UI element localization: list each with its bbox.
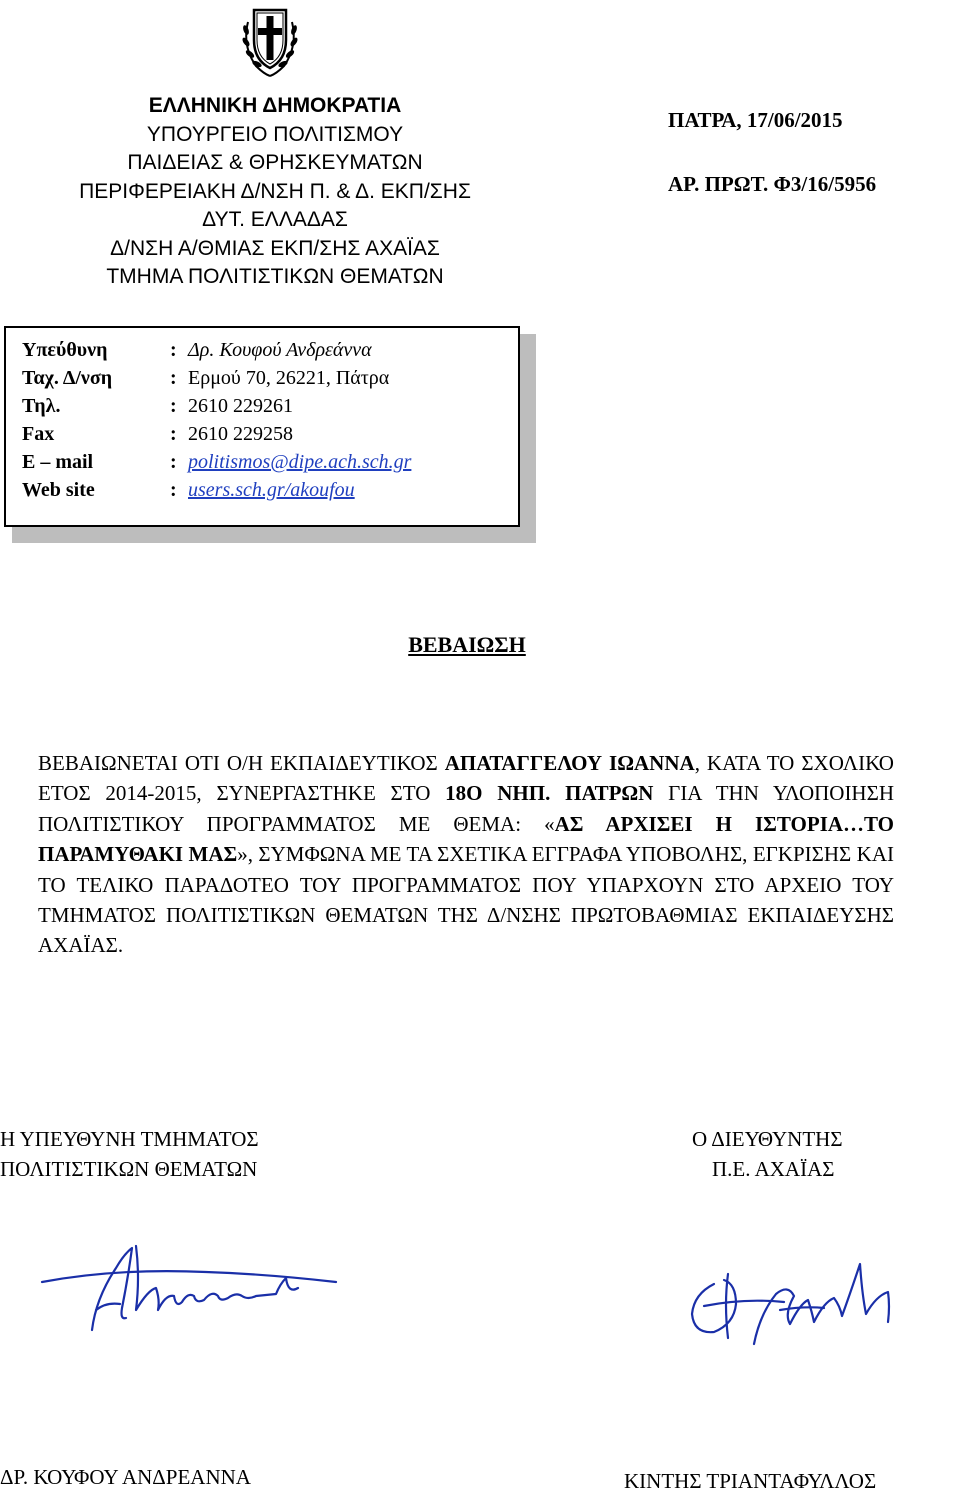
program-topic: ΑΣ ΑΡΧΙΣΕΙ Η ΙΣΤΟΡΙΑ…ΤΟ ΠΑΡΑΜΥΘΑΚΙ ΜΑΣ [38,811,894,867]
left-signatory-title-line: ΠΟΛΙΤΙΣΤΙΚΩΝ ΘΕΜΑΤΩΝ [0,1157,258,1181]
contact-label: Web site [22,479,95,501]
body-text-part: ΓΙΑ ΤΗΝ ΥΛΟΠΟΙΗΣΗ ΠΟΛΙΤΙΣΤΙΚΟΥ ΠΡΟΓΡΑΜΜΑΤΟΣ ΜΕ ΘΕΜΑ: « [38,781,894,836]
contact-colon: : [170,367,177,389]
issuer-header [20,92,530,292]
contact-colon: : [170,479,177,501]
header-line-republic: ΕΛΛΗΝΙΚΗ ΔΗΜΟΚΡΑΤΙΑ [148,94,402,117]
header-line-region: ΔΥΤ. ΕΛΛΑΔΑΣ [202,208,348,231]
header-line-ministry: ΥΠΟΥΡΓΕΙΟ ΠΟΛΙΤΙΣΜΟΥ [146,122,404,146]
contact-value-address: Ερμού 70, 26221, Πάτρα [188,367,390,389]
left-handwritten-signature [36,1238,366,1338]
contact-row-email [22,448,522,476]
school-name: 18Ο ΝΗΠ. ΠΑΤΡΩΝ [445,781,654,806]
certificate-body [38,748,894,961]
contact-value-phone: 2610 229261 [188,395,293,417]
header-line-department: ΤΜΗΜΑ ΠΟΛΙΤΙΣΤΙΚΩΝ ΘΕΜΑΤΩΝ [106,265,444,288]
right-signatory-title-line: Π.Ε. ΑΧΑΪΑΣ [712,1157,835,1181]
contact-colon: : [170,423,177,445]
contact-box [4,326,520,527]
contact-row-responsible [22,336,522,364]
contact-colon: : [170,451,177,473]
website-link[interactable]: users.sch.gr/akoufou [188,479,355,501]
greek-coat-of-arms-icon [238,2,302,78]
left-signatory-name: ΔΡ. ΚΟΥΦΟΥ ΑΝΔΡΕΑΝΝΑ [0,1465,251,1489]
contact-label: Fax [22,423,55,445]
contact-colon: : [170,339,177,361]
body-text-part: , ΚΑΤΑ ΤΟ ΣΧΟΛΙΚΟ ΕΤΟΣ 2014-2015, ΣΥΝΕΡΓΑΣΤΗΚΕ ΣΤΟ [38,751,894,806]
contact-label: Υπεύθυνη [22,339,108,361]
document-title: ΒΕΒΑΙΩΣΗ [408,632,526,657]
right-handwritten-signature [684,1244,904,1352]
right-signatory-name: ΚΙΝΤΗΣ ΤΡΙΑΝΤΑΦΥΛΛΟΣ [624,1469,877,1493]
contact-row-phone [22,392,522,420]
protocol-number: ΑΡ. ΠΡΩΤ. Φ3/16/5956 [668,172,877,196]
contact-label: E – mail [22,451,94,473]
header-line-ministry-2: ΠΑΙΔΕΙΑΣ & ΘΡΗΣΚΕΥΜΑΤΩΝ [127,151,423,174]
contact-row-address [22,364,522,392]
right-signatory-title [692,1124,843,1184]
contact-label: Τηλ. [22,395,61,417]
header-line-directorate: Δ/ΝΣΗ Α/ΘΜΙΑΣ ΕΚΠ/ΣΗΣ ΑΧΑΪΑΣ [110,236,440,260]
right-signatory-title-line: Ο ΔΙΕΥΘΥΝΤΗΣ [692,1127,843,1151]
left-signatory-title-line: Η ΥΠΕΥΘΥΝΗ ΤΜΗΜΑΤΟΣ [0,1127,259,1151]
place-date: ΠΑΤΡΑ, 17/06/2015 [668,108,843,132]
body-text-part: », ΣΥΜΦΩΝΑ ΜΕ ΤΑ ΣΧΕΤΙΚΑ ΕΓΓΡΑΦΑ ΥΠΟΒΟΛΗΣ, ΕΓΚΡΙΣΗΣ ΚΑΙ ΤΟ ΤΕΛΙΚΟ ΠΑΡΑΔΟΤΕΟ ΤΟΥ ΠΡΟΓΡΑΜΜΑΤΟΣ ΠΟΥ ΥΠΑΡΧΟΥΝ ΣΤΟ ΑΡΧΕΙΟ ΤΟΥ ΤΜΗΜΑΤΟΣ ΠΟΛΙΤΙΣΤΙΚΩΝ ΘΕΜΑΤΩΝ ΤΗΣ Δ/ΝΣΗΣ ΠΡΩΤΟΒΑΘΜΙΑΣ ΕΚΠΑΙΔΕΥΣΗΣ ΑΧΑΪΑΣ. [38,842,894,958]
header-line-regional-directorate: ΠΕΡΙΦΕΡΕΙΑΚΗ Δ/ΝΣΗ Π. & Δ. ΕΚΠ/ΣΗΣ [79,179,471,203]
teacher-name: ΑΠΑΤΑΓΓΕΛΟΥ ΙΩΑΝΝΑ [444,751,695,775]
body-text-part: ΒΕΒΑΙΩΝΕΤΑΙ ΟΤΙ Ο/Η ΕΚΠΑΙΔΕΥΤΙΚΟΣ [38,751,445,775]
email-link[interactable]: politismos@dipe.ach.sch.gr [188,451,412,473]
contact-value-responsible: Δρ. Κουφού Ανδρεάννα [188,339,372,361]
contact-label: Ταχ. Δ/νση [22,367,113,389]
contact-colon: : [170,395,177,417]
left-signatory-title [0,1124,259,1184]
contact-value-fax: 2610 229258 [188,423,293,445]
contact-row-website [22,476,522,504]
date-protocol-block [668,106,876,202]
contact-row-fax [22,420,522,448]
